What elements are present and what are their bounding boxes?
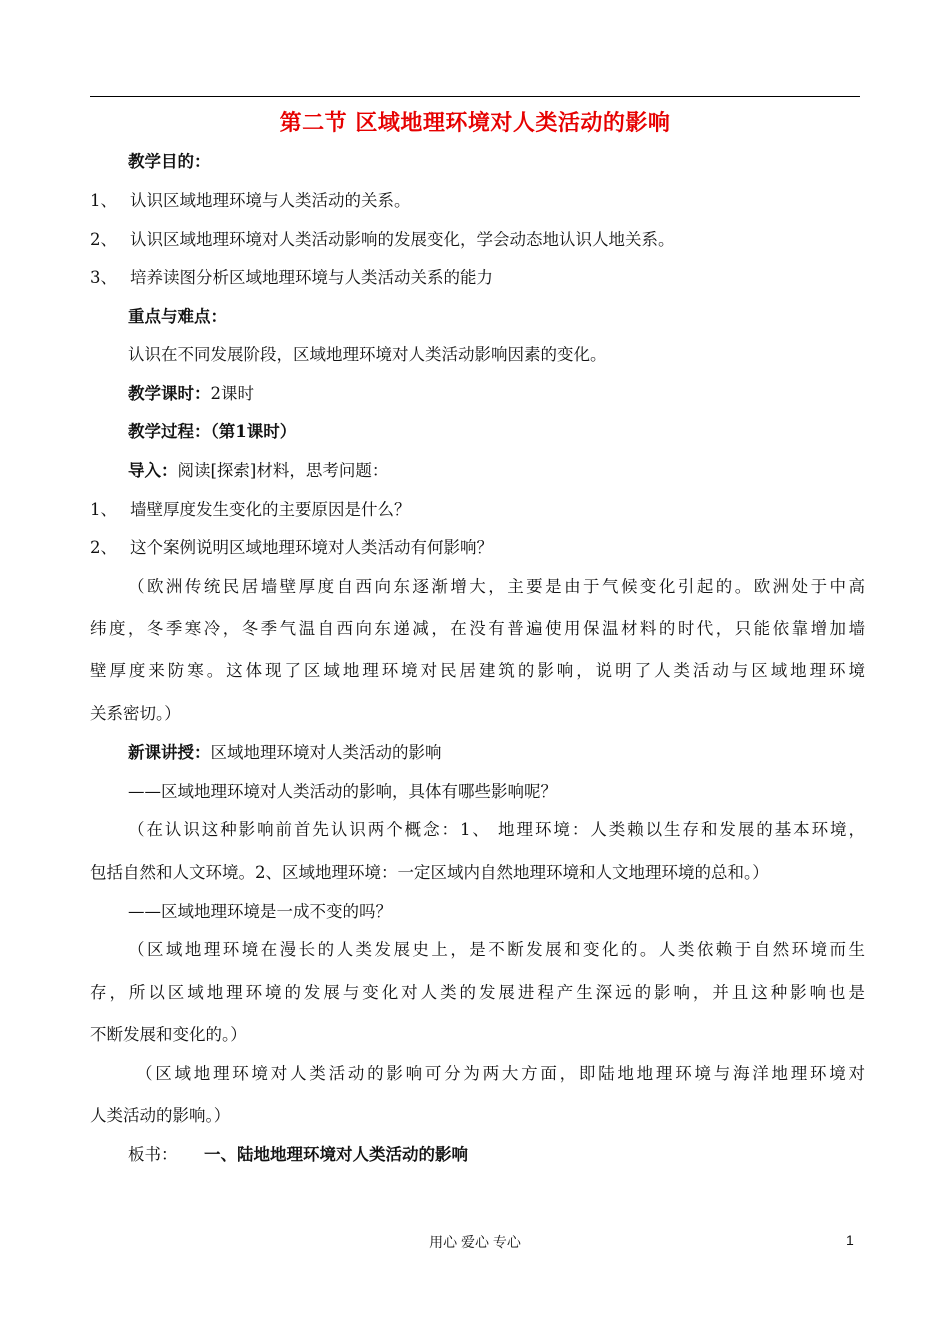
intro: [90, 459, 903, 483]
objective-item-1: [90, 189, 865, 213]
objective-item-3: [90, 266, 865, 290]
question-num-1: 1、: [90, 500, 117, 519]
keypoints-heading: 重点与难点：: [128, 307, 227, 326]
intro-label: 导入：: [128, 461, 178, 480]
intro-text: 阅读[探索]材料，思考问题：: [177, 461, 389, 480]
new-lesson: [90, 741, 903, 765]
page-title: 第二节 区域地理环境对人类活动的影响: [279, 110, 671, 136]
objective-text-3: 培养读图分析区域地理环境与人类活动关系的能力: [130, 268, 493, 287]
teaching-process: [90, 420, 903, 444]
objective-num-2: 2、: [90, 230, 117, 249]
question-text-2: 这个案例说明区域地理环境对人类活动有何影响？: [130, 538, 493, 557]
process-label: 教学过程：: [128, 422, 211, 441]
answer-line-2: 纬度，冬季寒冷，冬季气温自西向东递减，在没有普遍使用保温材料的时代，只能依靠增加墙: [90, 619, 865, 638]
keypoints-text: 认识在不同发展阶段，区域地理环境对人类活动影响因素的变化。: [128, 345, 607, 364]
objective-text-2: 认识区域地理环境对人类活动影响的发展变化，学会动态地认识人地关系。: [130, 230, 675, 249]
answer-line-1: （欧洲传统民居墙壁厚度自西向东逐渐增大，主要是由于气候变化引起的。欧洲处于中高: [128, 577, 865, 596]
answer-line-3: 壁厚度来防寒。这体现了区域地理环境对民居建筑的影响，说明了人类活动与区域地理环境: [90, 661, 865, 680]
question-item-1: [90, 498, 865, 522]
question-item-2: [90, 536, 865, 560]
question-line-1: ——区域地理环境对人类活动的影响，具体有哪些影响呢？: [128, 782, 557, 801]
objectives-heading: 教学目的：: [128, 152, 211, 171]
concept-line-1: （在认识这种影响前首先认识两个概念：1、 地理环境：人类赖以生存和发展的基本环境，: [128, 820, 865, 839]
teaching-hours: [90, 382, 903, 406]
newlesson-label: 新课讲授：: [128, 743, 211, 762]
header-rule: [90, 96, 860, 97]
board-writing: [90, 1143, 903, 1167]
concept-line-2: 包括自然和人文环境。2、区域地理环境：一定区域内自然地理环境和人文地理环境的总和。）: [90, 863, 769, 882]
answer-line-4: 关系密切。）: [90, 704, 181, 723]
hours-label: 教学课时：: [128, 384, 211, 403]
change-line-1: （区域地理环境在漫长的人类发展史上，是不断发展和变化的。人类依赖于自然环境而生: [128, 940, 865, 959]
question-line-2: ——区域地理环境是一成不变的吗？: [128, 902, 392, 921]
aspects-line-1: （区域地理环境对人类活动的影响可分为两大方面，即陆地地理环境与海洋地理环境对: [136, 1064, 865, 1083]
newlesson-text: 区域地理环境对人类活动的影响: [210, 743, 442, 762]
change-line-3: 不断发展和变化的。）: [90, 1025, 247, 1044]
objective-num-3: 3、: [90, 268, 117, 287]
board-text: 一、陆地地理环境对人类活动的影响: [204, 1145, 468, 1164]
page-number: 1: [846, 1232, 854, 1248]
footer-text: 用心 爱心 专心: [429, 1234, 521, 1250]
question-num-2: 2、: [90, 538, 117, 557]
change-line-2: 存，所以区域地理环境的发展与变化对人类的发展进程产生深远的影响，并且这种影响也是: [90, 983, 865, 1002]
objective-item-2: [90, 228, 865, 252]
objective-text-1: 认识区域地理环境与人类活动的关系。: [130, 191, 411, 210]
aspects-line-2: 人类活动的影响。）: [90, 1106, 231, 1125]
hours-value: 2课时: [210, 384, 254, 403]
objective-num-1: 1、: [90, 191, 117, 210]
question-text-1: 墙壁厚度发生变化的主要原因是什么？: [130, 500, 411, 519]
board-label: 板书：: [128, 1145, 178, 1164]
process-value: （第1课时）: [210, 422, 297, 441]
